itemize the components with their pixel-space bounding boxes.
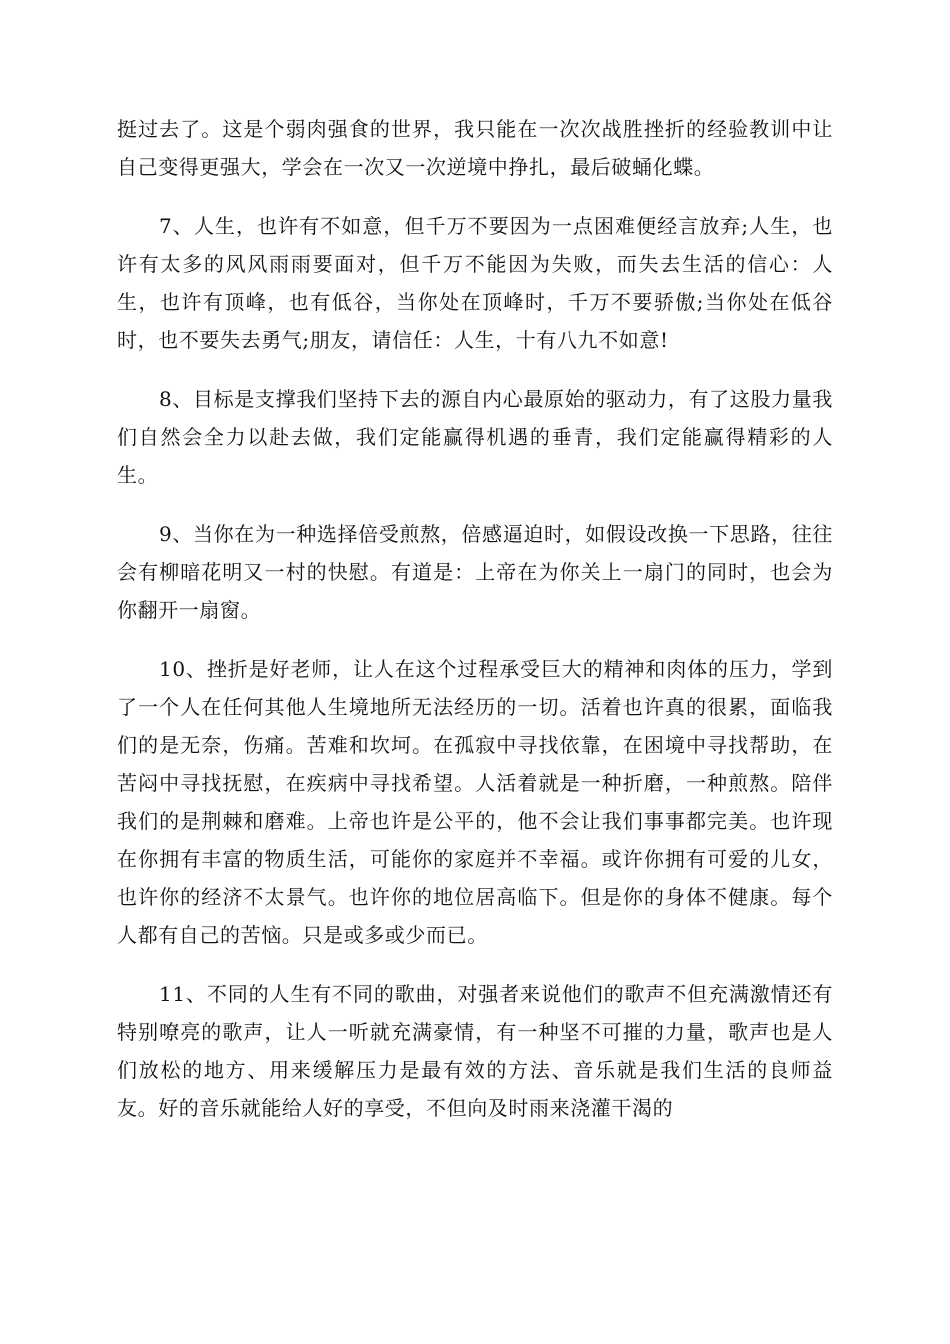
document-body <box>117 110 833 1148</box>
paragraph-8: 8、目标是支撑我们坚持下去的源自内心最原始的驱动力，有了这股力量我们自然会全力以赴去做，我们定能赢得机遇的垂青，我们定能赢得精彩的人生。 <box>117 387 833 487</box>
paragraph-9: 9、当你在为一种选择倍受煎熬，倍感逼迫时，如假设改换一下思路，往往会有柳暗花明又一村的快慰。有道是：上帝在为你关上一扇门的同时，也会为你翻开一扇窗。 <box>117 522 833 622</box>
paragraph-10: 10、挫折是好老师，让人在这个过程承受巨大的精神和肉体的压力，学到了一个人在任何其他人生境地所无法经历的一切。活着也许真的很累，面临我们的是无奈，伤痛。苦难和坎坷。在孤寂中寻找依靠，在困境中寻找帮助，在苦闷中寻找抚慰，在疾病中寻找希望。人活着就是一种折磨，一种煎熬。陪伴我们的是荆棘和磨难。上帝也许是公平的，他不会让我们事事都完美。也许现在你拥有丰富的物质生活，可能你的家庭并不幸福。或许你拥有可爱的儿女，也许你的经济不太景气。也许你的地位居高临下。但是你的身体不健康。每个人都有自己的苦恼。只是或多或少而已。 <box>117 657 833 947</box>
paragraph-11: 11、不同的人生有不同的歌曲，对强者来说他们的歌声不但充满激情还有特别嘹亮的歌声，让人一听就充满豪情，有一种坚不可摧的力量，歌声也是人们放松的地方、用来缓解压力是最有效的方法、音乐就是我们生活的良师益友。好的音乐就能给人好的享受，不但向及时雨来浇灌干渴的 <box>117 982 833 1120</box>
paragraph-7: 7、人生，也许有不如意，但千万不要因为一点困难便经言放弃;人生，也许有太多的风风雨雨要面对，但千万不能因为失败，而失去生活的信心：人生，也许有顶峰，也有低谷，当你处在顶峰时，千万不要骄傲;当你处在低谷时，也不要失去勇气;朋友，请信任：人生，十有八九不如意! <box>117 214 833 352</box>
paragraph-continuation: 挺过去了。这是个弱肉强食的世界，我只能在一次次战胜挫折的经验教训中让自己变得更强大，学会在一次又一次逆境中挣扎，最后破蛹化蝶。 <box>117 117 833 179</box>
